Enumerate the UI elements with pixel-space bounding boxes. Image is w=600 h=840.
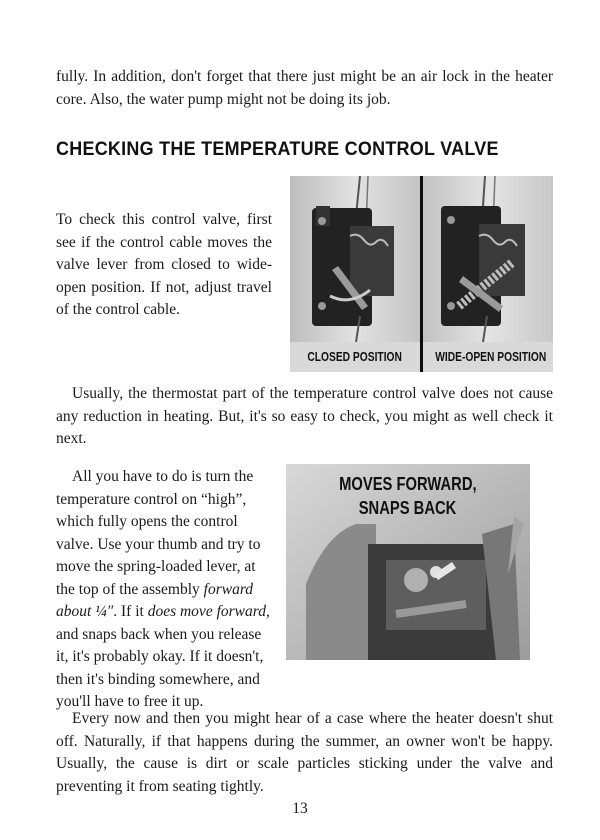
procedure-italic-2: does move forward,: [147, 603, 270, 620]
procedure-text-2: . If it: [113, 603, 148, 620]
section-heading: CHECKING THE TEMPERATURE CONTROL VALVE: [56, 138, 499, 160]
procedure-italic-1: forward about ¼″: [56, 580, 254, 620]
check-valve-paragraph: To check this control valve, first see if the control cable moves the valve lever from closed to wide-open position. If not, adjust travel of the control cable.: [56, 211, 272, 318]
wide-open-position-photo: [423, 176, 553, 372]
intro-paragraph: fully. In addition, don't forget that there just might be an air lock in the heater core. Also, the water pump might not be doing its job.: [56, 68, 553, 108]
procedure-text-1: All you have to do is turn the temperature control on “high”, which fully opens the control valve. Use your thumb and try to move the spring-loaded lever, at the top of the assembly: [56, 468, 261, 598]
final-paragraph: Every now and then you might hear of a case where the heater doesn't shut off. Naturally, if that happens during the summer, an owner won't be happy. Usually, the cause is dirt or scale particles sticking under the valve and preventing it from seating tightly.: [56, 710, 553, 795]
snaps-back-label: SNAPS BACK: [359, 498, 457, 518]
page-number: 13: [292, 800, 308, 817]
wide-open-position-caption: WIDE-OPEN POSITION: [435, 350, 547, 364]
thermostat-paragraph: Usually, the thermostat part of the temperature control valve does not cause any reduction in heating. But, it's so easy to check, you might as well check it next.: [56, 385, 553, 447]
valve-position-figure: [290, 176, 553, 372]
closed-position-caption: CLOSED POSITION: [307, 350, 403, 364]
moves-forward-label: MOVES FORWARD,: [339, 474, 477, 494]
moves-forward-figure: [286, 464, 530, 660]
procedure-paragraph: [56, 466, 274, 714]
closed-position-photo: [290, 176, 420, 372]
procedure-text-3: and snaps back when you release it, it's probably okay. If it doesn't, then it's binding somewhere, and you'll have to free it up.: [56, 625, 264, 710]
